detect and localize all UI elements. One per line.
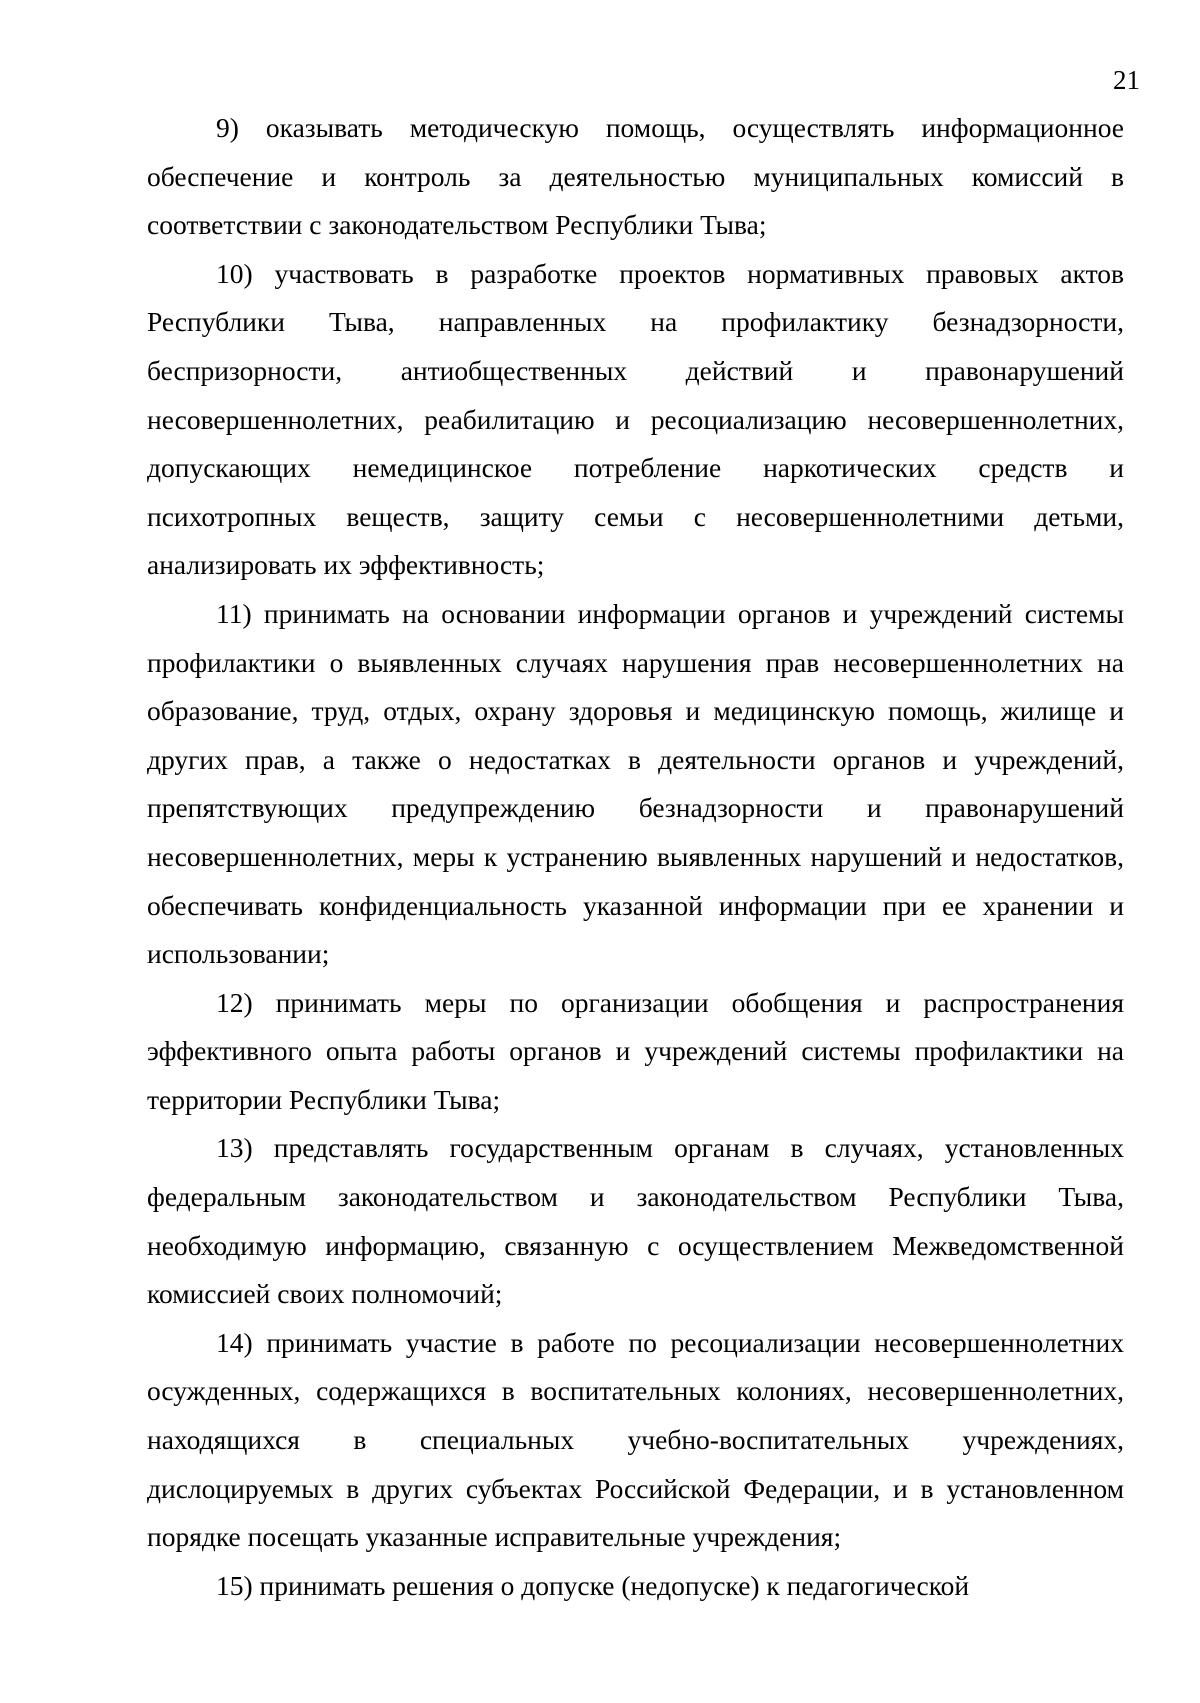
list-item-12: 12) принимать меры по организации обобщения и распространения эффективного опыта работы органов и учреждений системы профилактики на территории Республики Тыва; <box>147 986 1124 1115</box>
page-number: 21 <box>1113 65 1140 95</box>
list-item-11: 11) принимать на основании информации органов и учреждений системы профилактики о выявленных случаях нарушения прав несовершеннолетних на образование, труд, отдых, охрану здоровья и медицинскую помощь, жилище и других прав, а также о недостатках в деятельности органов и учреждений, препятствующих предупреждению безнадзорности и правонарушений несовершеннолетних, меры к устранению выявленных нарушений и недостатков, обеспечивать конфиденциальность указанной информации при ее хранении и использовании; <box>147 597 1124 970</box>
list-item-9: 9) оказывать методическую помощь, осуществлять информационное обеспечение и контроль за деятельностью муниципальных комиссий в соответствии с законодательством Республики Тыва; <box>147 112 1124 241</box>
list-item-14: 14) принимать участие в работе по ресоциализации несовершеннолетних осужденных, содержащихся в воспитательных колониях, несовершеннолетних, находящихся в специальных учебно-воспитательных учреждениях, дислоцируемых в других субъектах Российской Федерации, и в установленном порядке посещать указанные исправительные учреждения; <box>147 1326 1124 1553</box>
list-item-15: 15) принимать решения о допуске (недопуске) к педагогической <box>216 1569 970 1601</box>
document-body <box>147 104 1124 1610</box>
list-item-10: 10) участвовать в разработке проектов нормативных правовых актов Республики Тыва, направленных на профилактику безнадзорности, беспризорности, антиобщественных действий и правонарушений несовершеннолетних, реабилитацию и ресоциализацию несовершеннолетних, допускающих немедицинское потребление наркотических средств и психотропных веществ, защиту семьи с несовершеннолетними детьми, анализировать их эффективность; <box>147 257 1124 581</box>
list-item-13: 13) представлять государственным органам в случаях, установленных федеральным законодательством и законодательством Республики Тыва, необходимую информацию, связанную с осуществлением Межведомственной комиссией своих полномочий; <box>147 1132 1124 1310</box>
